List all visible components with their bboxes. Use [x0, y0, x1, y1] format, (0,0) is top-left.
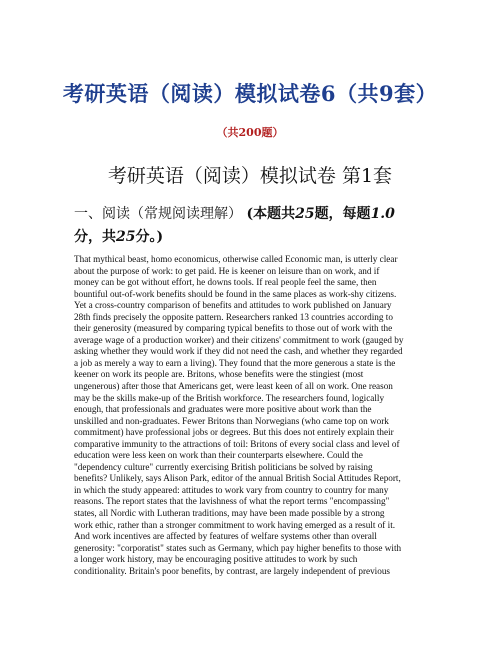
passage-line: commitment) have professional jobs or degrees. But this does not entirely explain their [74, 427, 394, 438]
passage-line: "dependency culture" currently exercising British politicians be solved by raising [74, 461, 373, 472]
passage-line: benefits? Unlikely, says Alison Park, editor of the annual British Social Attitudes Report, [74, 473, 401, 484]
section-points-prefix: (本题共 [246, 206, 296, 222]
question-count: 25 [295, 206, 315, 222]
passage-line: bountiful out-of-work benefits should be found in the same places as work-shy citizens. [74, 288, 397, 299]
passage-line: education were less keen on work than their counterparts elsewhere. Could the [74, 450, 363, 461]
passage-line: their generosity (measured by comparing typical benefits to those out of work with the [74, 323, 393, 334]
section-total-prefix: 分，共 [74, 229, 116, 245]
section-heading-label: 一、阅读（常规阅读理解） [74, 206, 242, 222]
passage-line: And work incentives are affected by features of welfare systems other than overall [74, 531, 377, 542]
passage-line: That mythical beast, homo economicus, otherwise called Economic man, is utterly clear [74, 254, 398, 264]
passage-line: comparative immunity to the attractions of toil: Britons of every social class and level of [74, 438, 400, 449]
passage-line: reasons. The report states that the lavishness of what the report terms "encompassing" [74, 496, 390, 507]
passage-line: states, all Nordic with Lutheran traditions, may have been made possible by a strong [74, 508, 385, 519]
passage-line: a longer work history, may be encouraging positive attitudes to work by such [74, 554, 358, 565]
section-total-suffix: 分。) [135, 229, 164, 245]
passage-line: unskilled and non-graduates. Fewer Britons than Norwegians (who came top on work [74, 415, 389, 426]
question-count-subtitle: （共200题） [216, 126, 284, 139]
passage-line: Yet a cross-country comparison of benefits and attitudes to work published on January [74, 300, 392, 311]
document-title: 考研英语（阅读）模拟试卷6（共9套） [62, 81, 438, 106]
passage-line: money can be got without effort, he downs tools. If real people feel the same, then [74, 277, 377, 288]
passage-line: generosity: "corporatist" states such as Germany, which pay higher benefits to those with [74, 542, 402, 553]
passage-line: conditionality. Britain's poor benefits, by contrast, are largely independent of previous [74, 565, 390, 576]
passage-line: a job as merely a way to earn a living). They found that the more generous a state is the [74, 357, 396, 368]
passage-line: ungenerous) after those that Americans get, were least keen of all on work. One reason [74, 381, 393, 392]
exam-set-title: 考研英语（阅读）模拟试卷 第1套 [107, 165, 393, 187]
passage-line: average wage of a production worker) and their citizens' commitment to work (gauged by [74, 334, 404, 345]
passage-line: asking whether they would work if they did not need the cash, and whether they regarded [74, 346, 403, 357]
total-score: 25 [116, 229, 136, 245]
reading-passage [74, 254, 428, 577]
section-heading [74, 203, 434, 249]
per-question-score: 1.0 [370, 206, 395, 222]
passage-line: may be the skills make-up of the British workforce. The researchers found, logically [74, 392, 385, 403]
passage-line: about the purpose of work: to get paid. He is keener on leisure than on work, and if [74, 265, 380, 276]
passage-line: work ethic, rather than a stronger commitment to work having emerged as a result of it. [74, 519, 396, 530]
passage-line: keener on work its people are. Britons, whose benefits were the stingiest (most [74, 369, 364, 380]
section-points-mid: 题，每题 [314, 206, 371, 222]
passage-line: in which the study appeared: attitudes to work vary from country to country for many [74, 484, 389, 495]
passage-line: 28th finds precisely the opposite pattern. Researchers ranked 13 countries according to [74, 311, 393, 322]
passage-line: enough, that professionals and graduates were more positive about work than the [74, 404, 372, 415]
